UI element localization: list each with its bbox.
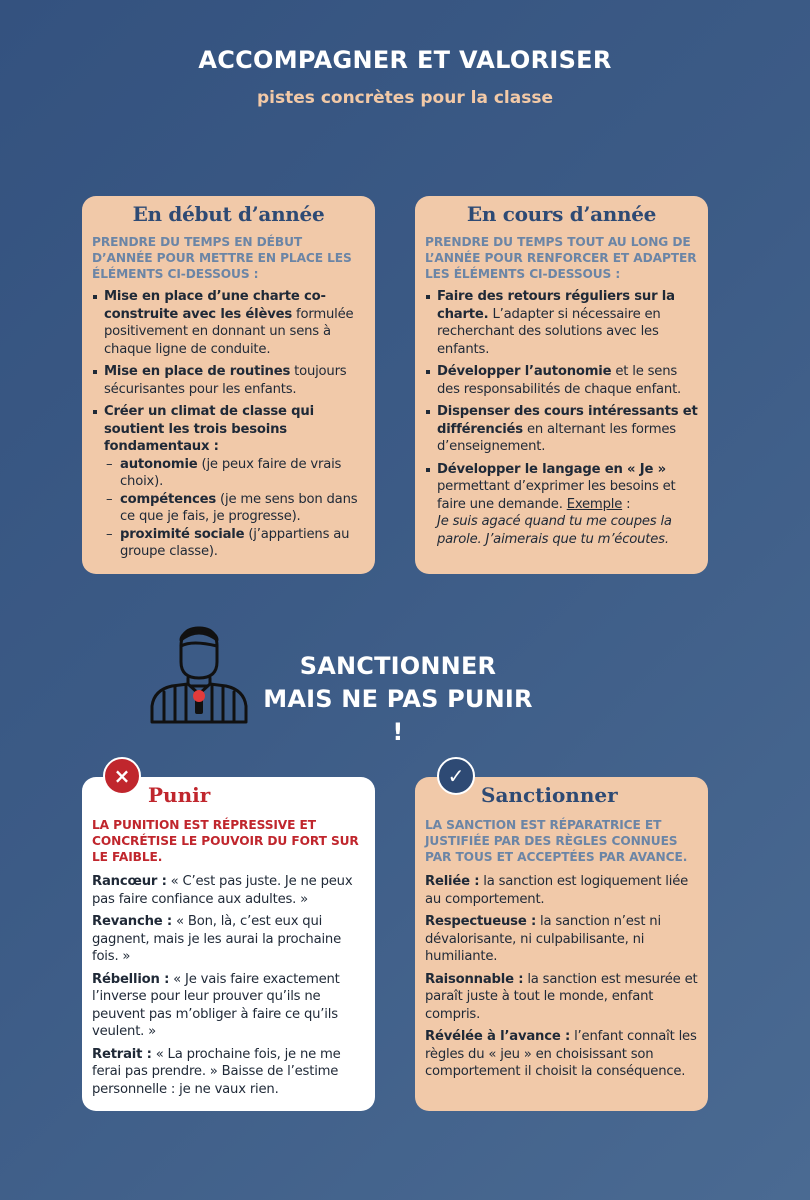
sub-item: – autonomie (je peux faire de vrais choix).	[104, 456, 365, 491]
checkmark-icon: ✓	[437, 757, 475, 795]
sub-list	[104, 456, 365, 561]
sub-item: – compétences (je me sens bon dans ce que je fais, je progresse).	[104, 491, 365, 526]
list-item: Revanche : « Bon, là, c’est eux qui gagnent, mais je les aurai la prochaine fois. »	[92, 914, 342, 964]
list-item: Retrait : « La prochaine fois, je ne me ferai pas prendre. » Baisse de l’estime personnelle : je ne vaux rien.	[92, 1046, 341, 1097]
section-title: SANCTIONNER MAIS NE PAS PUNIR !	[263, 652, 533, 746]
referee-person-icon	[148, 626, 250, 724]
page-subtitle: pistes concrètes pour la classe	[257, 88, 553, 108]
card-intro: LA PUNITION EST RÉPRESSIVE ET CONCRÉTISE LE POUVOIR DU FORT SUR LE FAIBLE.	[92, 818, 359, 864]
list-item: Raisonnable : la sanction est mesurée et paraît juste à tout le monde, enfant compris.	[425, 971, 698, 1022]
list-item: Révélée à l’avance : l’enfant connaît les règles du « jeu » en choisissant son comportement il choisit la conséquence.	[425, 1029, 697, 1079]
list-item: Reliée : la sanction est logiquement liée au comportement.	[425, 874, 689, 907]
card-cours-annee	[415, 196, 708, 574]
card-punir	[82, 777, 375, 1111]
list-item: Faire des retours réguliers sur la charte. L’adapter si nécessaire en recherchant des solutions avec les enfants.	[425, 288, 698, 358]
bullet-list	[92, 288, 365, 561]
close-icon: ×	[103, 757, 141, 795]
bullet-list	[425, 288, 698, 548]
list-item: Développer l’autonomie et le sens des responsabilités de chaque enfant.	[425, 363, 698, 398]
list-item: Respectueuse : la sanction n’est ni dévalorisante, ni culpabilisante, ni humiliante.	[425, 914, 661, 964]
card-heading: En cours d’année	[466, 202, 657, 226]
card-debut-annee	[82, 196, 375, 574]
list-item: Mise en place de routines toujours sécurisantes pour les enfants.	[92, 363, 365, 398]
card-heading: Sanctionner	[481, 783, 618, 807]
card-sanctionner	[415, 777, 708, 1111]
sub-item: – proximité sociale (j’appartiens au groupe classe).	[104, 526, 365, 561]
list-item: Rancœur : « C’est pas juste. Je ne peux pas faire confiance aux adultes. »	[92, 874, 353, 907]
list-item: Rébellion : « Je vais faire exactement l’inverse pour leur prouver qu’ils ne peuvent pas m’obliger à faire ce qu’ils veulent. »	[92, 971, 340, 1039]
page-title: ACCOMPAGNER ET VALORISER	[198, 46, 612, 74]
card-heading: Punir	[148, 783, 211, 807]
card-intro: LA SANCTION EST RÉPARATRICE ET JUSTIFIÉE PAR DES RÈGLES CONNUES PAR TOUS ET ACCEPTÉES PAR AVANCE.	[425, 818, 688, 864]
list-item: Développer le langage en « Je » permettant d’exprimer les besoins et faire une demande. Exemple : Je suis agacé quand tu me coupes la parole. J’aimerais que tu m’écoutes.	[425, 461, 698, 549]
list-item: Dispenser des cours intéressants et différenciés en alternant les formes d’enseignement.	[425, 403, 698, 456]
card-intro: PRENDRE DU TEMPS EN DÉBUT D’ANNÉE POUR METTRE EN PLACE LES ÉLÉMENTS CI-DESSOUS :	[92, 235, 352, 281]
list-item: Créer un climat de classe qui soutient les trois besoins fondamentaux : – autonomie (je peux faire de vrais choix). – compétences (je me sens bon dans ce que je fais, je progresse). – proximité sociale (j’appartiens au groupe classe).	[92, 403, 365, 561]
card-intro: PRENDRE DU TEMPS TOUT AU LONG DE L’ANNÉE POUR RENFORCER ET ADAPTER LES ÉLÉMENTS CI-DESSOUS :	[425, 235, 697, 281]
list-item: Mise en place d’une charte co-construite avec les élèves formulée positivement en donnant un sens à chaque ligne de conduite.	[92, 288, 365, 358]
card-heading: En début d’année	[132, 202, 325, 226]
